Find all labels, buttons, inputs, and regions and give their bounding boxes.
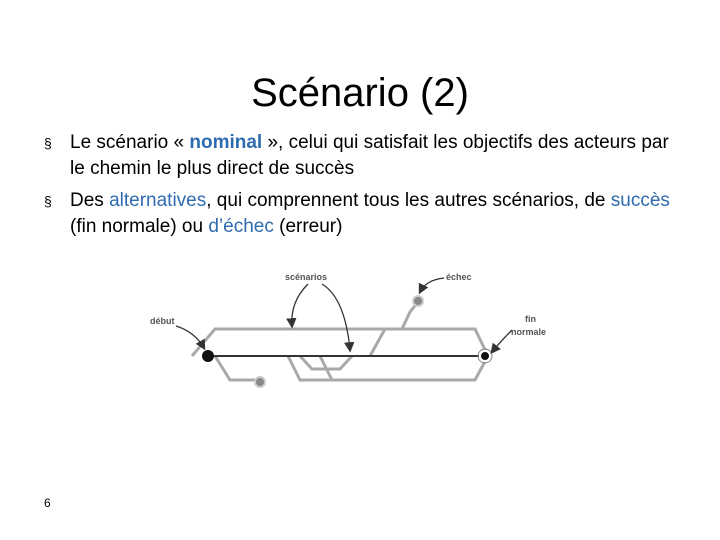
- label-start: début: [150, 316, 175, 326]
- bullet-alternatives: [44, 188, 684, 240]
- bullet-text: », celui qui satisfait les objectifs des acteurs par le chemin le plus direct de succès: [70, 132, 669, 179]
- term-succes: succès: [610, 190, 670, 211]
- path-outer: [192, 329, 488, 380]
- arrow-scenarios-1: [292, 284, 308, 326]
- bullet-nominal: [44, 130, 684, 182]
- arrow-scenarios-2: [322, 284, 350, 350]
- label-scenarios: scénarios: [285, 272, 328, 282]
- bullet-text: , qui comprennent tous les autres scénarios, de: [206, 190, 611, 211]
- slide-title: Scénario (2): [251, 70, 469, 115]
- label-end-line2: normale: [511, 327, 547, 337]
- failure-point-upper: [413, 296, 423, 306]
- arrow-failure: [420, 278, 444, 292]
- term-echec: d’échec: [208, 216, 274, 237]
- start-point: [202, 350, 214, 362]
- term-nominal: nominal: [189, 132, 263, 153]
- path-lower-branch: [215, 356, 258, 380]
- bullet-text: Des: [70, 190, 110, 211]
- failure-point-lower: [255, 377, 265, 387]
- label-end-line1: fin: [525, 314, 536, 324]
- path-upper-branch: [370, 329, 405, 356]
- scenario-diagram: [140, 262, 560, 402]
- term-alternatives: alternatives: [109, 190, 207, 211]
- label-failure: échec: [446, 272, 472, 282]
- end-point: [480, 351, 490, 361]
- page-number: 6: [44, 496, 51, 510]
- bullet-marker: §: [44, 193, 52, 209]
- bullet-list: [44, 130, 684, 246]
- bullet-text: (fin normale) ou: [70, 216, 209, 237]
- bullet-marker: §: [44, 135, 52, 151]
- arrow-end: [492, 330, 512, 352]
- bullet-text: Le scénario «: [70, 132, 190, 153]
- bullet-text: (erreur): [273, 216, 343, 237]
